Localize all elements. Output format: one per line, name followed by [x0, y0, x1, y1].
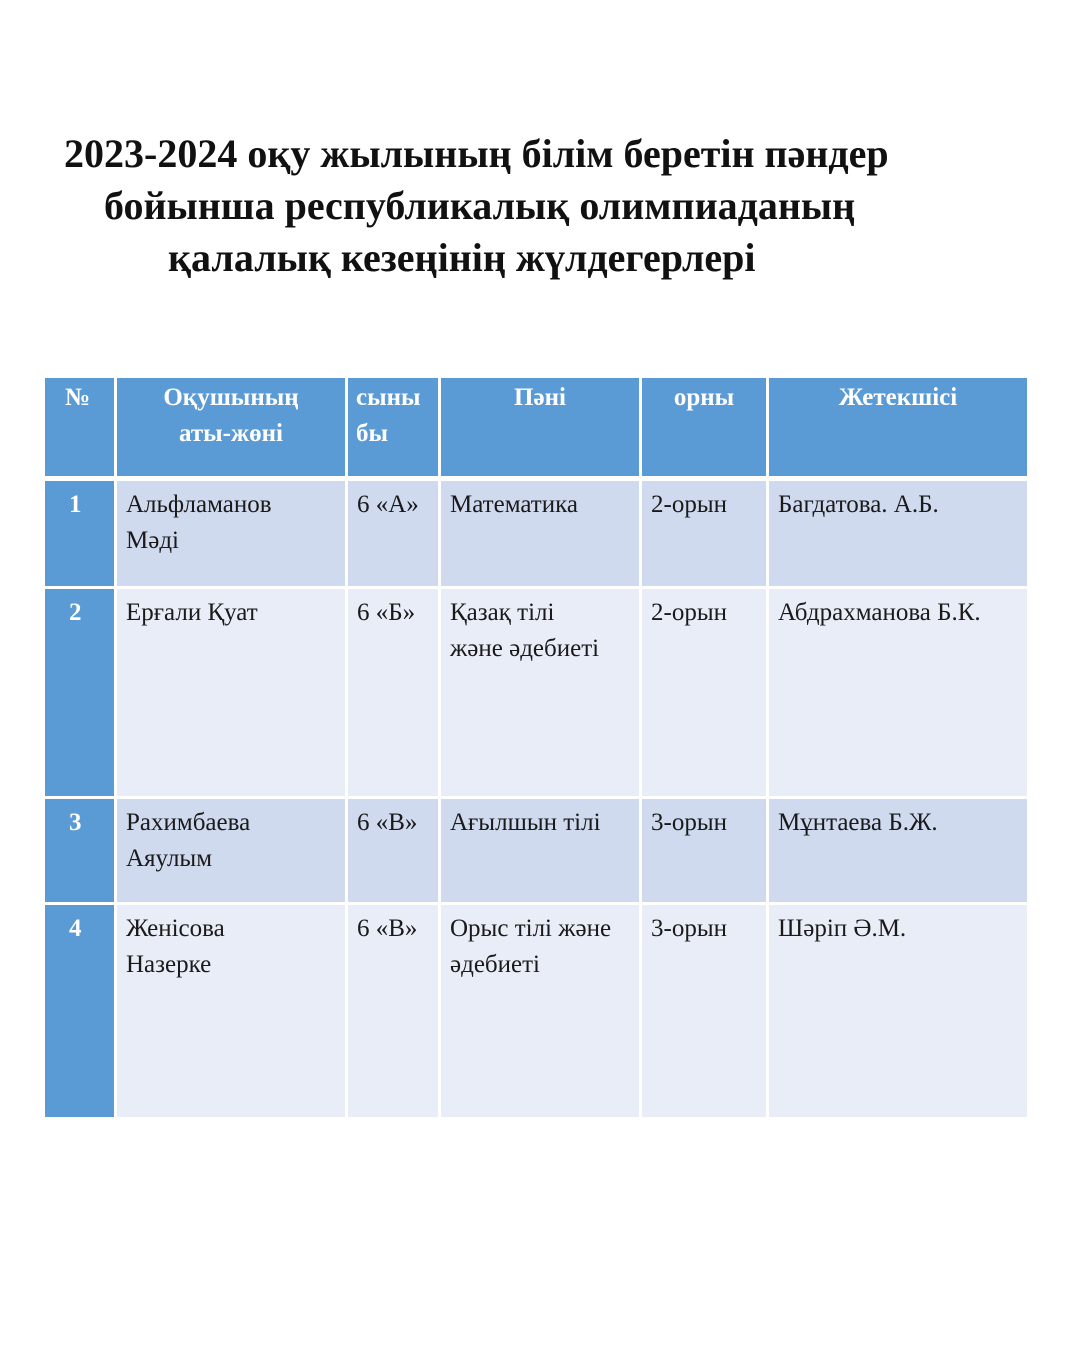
student-name-line2: Мәді	[126, 527, 179, 554]
student-class: 6 «Б»	[348, 589, 438, 799]
leader: Шәріп Ә.М.	[769, 905, 1027, 1117]
student-name-line1: Женісова	[126, 915, 225, 942]
header-place: орны	[642, 378, 766, 481]
student-class: 6 «А»	[348, 481, 438, 589]
subject-line1: Қазақ тілі	[450, 599, 555, 626]
student-name-line2: Аяулым	[126, 845, 213, 872]
student-name-line1: Ерғали Қуат	[126, 599, 258, 626]
subject	[441, 481, 639, 589]
title-line-3: қалалық кезеңінің жүлдегерлері	[168, 235, 756, 280]
header-number: №	[45, 378, 114, 481]
row-number: 1	[45, 481, 114, 589]
subject	[441, 799, 639, 905]
header-class	[348, 378, 438, 481]
row-number: 3	[45, 799, 114, 905]
student-class: 6 «В»	[348, 799, 438, 905]
student-name-line1: Альфламанов	[126, 491, 272, 518]
row-number: 2	[45, 589, 114, 799]
winners-table-container	[45, 378, 1026, 1117]
leader: Абдрахманова Б.К.	[769, 589, 1027, 799]
table-body	[45, 481, 1027, 1117]
table-row	[45, 799, 1027, 905]
student-name	[117, 589, 345, 799]
subject-line1: Ағылшын тілі	[450, 809, 601, 836]
row-number: 4	[45, 905, 114, 1117]
header-student-name-line1: Оқушының	[163, 384, 299, 411]
leader: Багдатова. А.Б.	[769, 481, 1027, 589]
header-class-line2: бы	[356, 420, 389, 447]
header-row	[45, 378, 1027, 481]
subject-line1: Математика	[450, 491, 578, 518]
student-name-line2: Назерке	[126, 951, 212, 978]
subject-line1: Орыс тілі және	[450, 915, 612, 942]
place: 2-орын	[642, 589, 766, 799]
subject-line2: әдебиеті	[450, 951, 540, 978]
header-class-line1: сыны	[356, 384, 421, 411]
place: 2-орын	[642, 481, 766, 589]
place: 3-орын	[642, 799, 766, 905]
table-header	[45, 378, 1027, 481]
table-row	[45, 905, 1027, 1117]
header-student-name	[117, 378, 345, 481]
subject	[441, 589, 639, 799]
leader: Мұнтаева Б.Ж.	[769, 799, 1027, 905]
header-leader: Жетекшісі	[769, 378, 1027, 481]
title-line-2: бойынша республикалық олимпиаданың	[104, 183, 856, 228]
subject-line2: және әдебиеті	[450, 635, 600, 662]
winners-table	[42, 378, 1030, 1117]
student-name-line1: Рахимбаева	[126, 809, 251, 836]
student-name	[117, 905, 345, 1117]
student-name	[117, 481, 345, 589]
student-name	[117, 799, 345, 905]
header-subject: Пәні	[441, 378, 639, 481]
title-line-1: 2023-2024 оқу жылының білім беретін пәндер	[64, 131, 889, 176]
place: 3-орын	[642, 905, 766, 1117]
table-row	[45, 481, 1027, 589]
table-row	[45, 589, 1027, 799]
subject	[441, 905, 639, 1117]
page-title	[0, 128, 1080, 284]
header-student-name-line2: аты-жөні	[179, 420, 283, 447]
student-class: 6 «В»	[348, 905, 438, 1117]
